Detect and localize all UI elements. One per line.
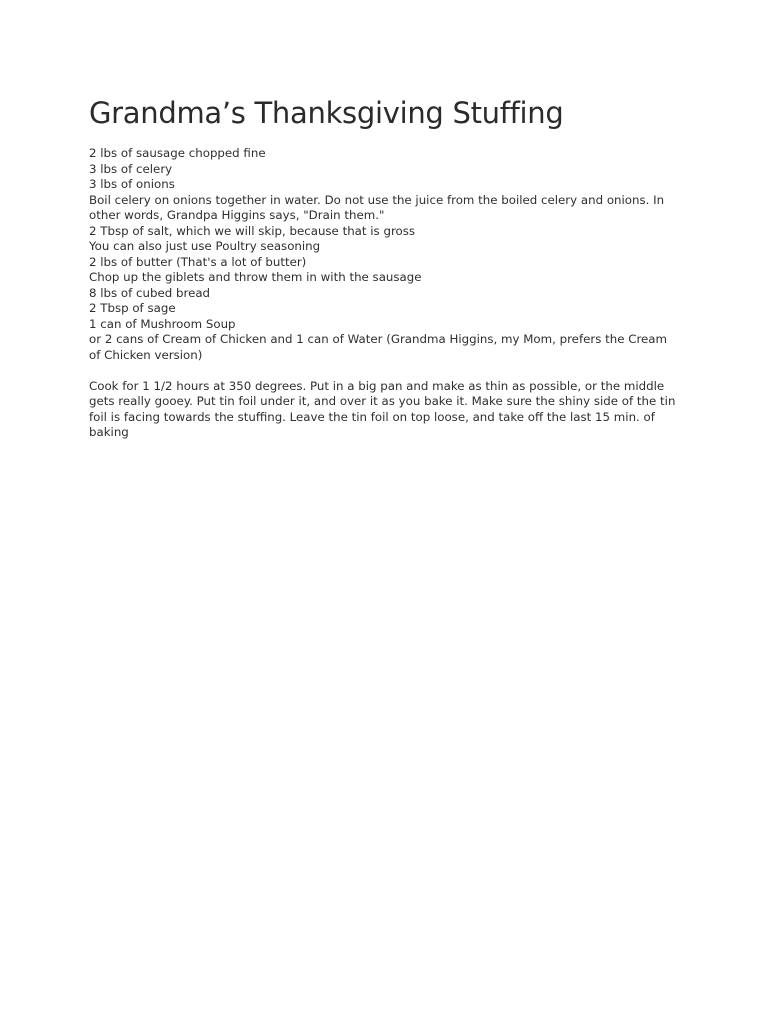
note-line: You can also just use Poultry seasoning — [89, 239, 321, 253]
recipe-body — [89, 146, 679, 441]
ingredient-line: or 2 cans of Cream of Chicken and 1 can of Water (Grandma Higgins, my Mom, prefers the Cream of Chicken version) — [89, 332, 668, 362]
instruction-line: Chop up the giblets and throw them in with the sausage — [89, 270, 422, 284]
ingredient-line: 8 lbs of cubed bread — [89, 285, 211, 300]
recipe-title: Grandma’s Thanksgiving Stuffing — [89, 96, 564, 130]
ingredient-line: 2 Tbsp of salt, which we will skip, because that is gross — [89, 223, 416, 238]
ingredient-line: 2 lbs of sausage chopped fine — [89, 146, 266, 160]
cooking-instructions: Cook for 1 1/2 hours at 350 degrees. Put in a big pan and make as thin as possible, or the middle gets really gooey. Put tin foil under it, and over it as you bake it. Make sure the shiny side of the tin foil is facing towards the stuffing. Leave the tin foil on top loose, and take off the last 15 min. of baking — [89, 378, 676, 439]
ingredient-line: 3 lbs of celery — [89, 161, 173, 176]
ingredient-line: 2 Tbsp of sage — [89, 301, 176, 315]
instruction-line: Boil celery on onions together in water. Do not use the juice from the boiled celery and onions. In other words, Grandpa Higgins says, "Drain them." — [89, 192, 665, 222]
ingredient-line: 3 lbs of onions — [89, 177, 175, 191]
ingredient-line: 2 lbs of butter (That's a lot of butter) — [89, 254, 307, 269]
ingredient-line: 1 can of Mushroom Soup — [89, 316, 236, 331]
